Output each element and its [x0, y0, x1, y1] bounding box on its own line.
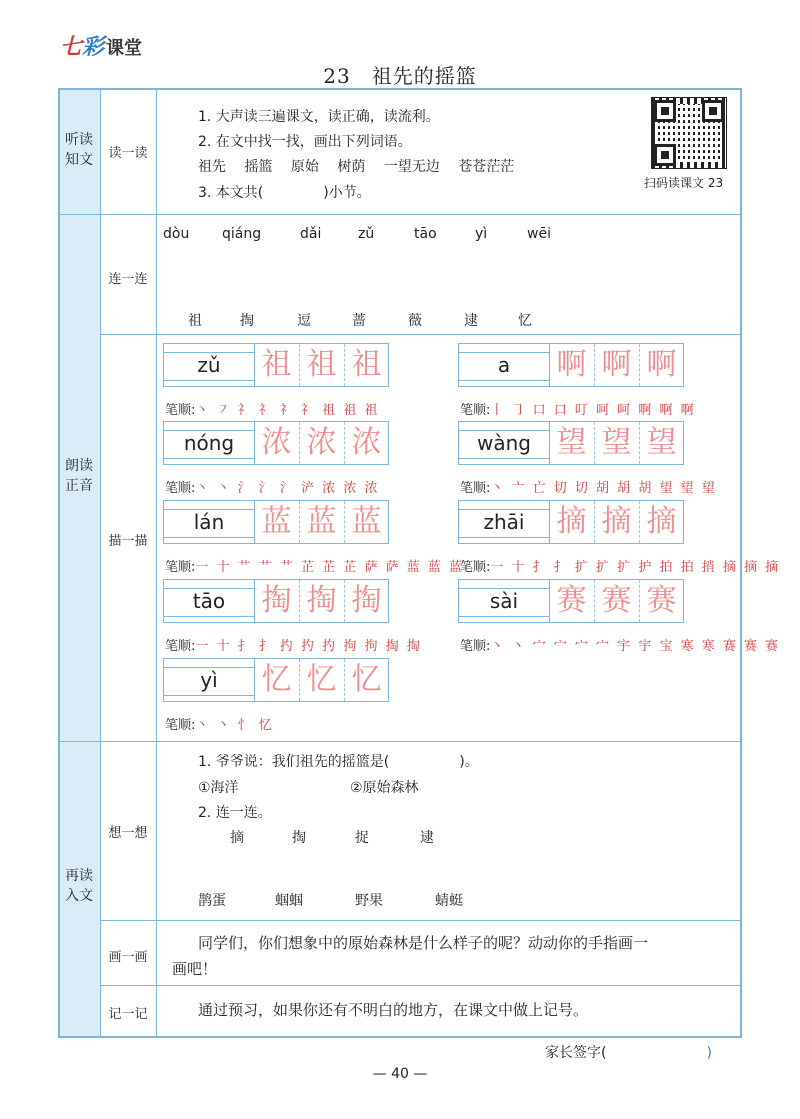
trace-box[interactable] [163, 500, 389, 544]
stroke-label: 笔顺: [165, 481, 196, 496]
option-2[interactable]: ②原始森林 [350, 780, 419, 796]
trace-character[interactable]: 浓 [299, 422, 345, 464]
trace-character[interactable]: 赛 [646, 583, 677, 618]
sub-label-link: 连一连 [108, 272, 148, 287]
qr-code[interactable] [651, 97, 727, 169]
read-instruction-2: 2. 在文中找一找，画出下列词语。 [198, 134, 412, 150]
pinyin-cell [164, 580, 255, 622]
section-text: 听读 知文 [65, 132, 93, 168]
parent-signature [545, 1042, 712, 1062]
trace-box[interactable] [163, 579, 389, 623]
pinyin-cell [459, 580, 550, 622]
pinyin: yì [164, 669, 254, 691]
divider [156, 88, 157, 1038]
pinyin-cell [164, 344, 255, 386]
page-title: 23 祖先的摇篮 [323, 64, 477, 88]
noun[interactable]: 鹊蛋 [198, 893, 226, 909]
stroke-sequence: 一 十 艹 艹 艹 芷 芷 芷 萨 萨 蓝 蓝 蓝 [195, 560, 464, 575]
trace-character[interactable]: 啊 [549, 344, 595, 386]
character[interactable]: 忆 [518, 313, 532, 329]
noun[interactable]: 蝈蝈 [275, 893, 303, 909]
trace-box[interactable] [163, 421, 389, 465]
signature-label: 家长签字( [545, 1045, 607, 1061]
pinyin: a [459, 354, 549, 376]
character[interactable]: 逗 [297, 313, 311, 329]
question-text: 1. 爷爷说：我们祖先的摇篮是( [198, 754, 390, 770]
stroke-order [460, 477, 717, 496]
stroke-sequence: 一 十 扌 扌 扚 扚 扚 拘 拘 掏 掏 [195, 639, 422, 654]
character[interactable]: 薇 [408, 313, 422, 329]
think-question-2: 2. 连一连。 [198, 805, 272, 821]
stroke-label: 笔顺: [460, 481, 491, 496]
word: 原始 [290, 159, 319, 175]
trace-character[interactable]: 掏 [254, 580, 300, 622]
qr-caption: 扫码读课文 23 [644, 176, 724, 190]
stroke-order [460, 556, 780, 575]
pinyin[interactable]: dòu [163, 226, 190, 242]
word: 一望无边 [383, 159, 440, 175]
divider [58, 214, 742, 215]
stroke-sequence: 丶 丶 忄 忆 [195, 718, 274, 733]
stroke-label: 笔顺: [165, 718, 196, 733]
trace-box[interactable] [163, 343, 389, 387]
trace-box[interactable] [458, 579, 684, 623]
trace-box[interactable] [458, 500, 684, 544]
trace-character[interactable]: 蓝 [254, 501, 300, 543]
divider [100, 334, 742, 335]
draw-text-2: 画吧！ [172, 960, 218, 978]
pinyin: nóng [164, 432, 254, 454]
divider [58, 741, 742, 742]
stroke-sequence: 一 十 扌 扌 扩 扩 扩 护 拍 拍 捎 摘 摘 摘 [490, 560, 781, 575]
pinyin[interactable]: dǎi [300, 226, 322, 242]
stroke-sequence: 丶 亠 亡 切 切 胡 胡 胡 望 望 望 [490, 481, 717, 496]
trace-character[interactable]: 蓝 [299, 501, 345, 543]
logo-part1: 七 [60, 35, 83, 60]
qr-finder [654, 100, 676, 122]
trace-character[interactable]: 浓 [351, 425, 382, 460]
trace-character[interactable]: 啊 [594, 344, 640, 386]
divider [100, 920, 742, 921]
word: 苍苍茫茫 [458, 159, 515, 175]
trace-box[interactable] [458, 421, 684, 465]
character[interactable]: 掏 [240, 313, 254, 329]
trace-character[interactable]: 忆 [299, 659, 345, 701]
stroke-label: 笔顺: [460, 639, 491, 654]
stroke-order [165, 556, 464, 575]
pinyin-cell [164, 501, 255, 543]
logo-part2: 彩 [82, 35, 105, 60]
trace-character[interactable]: 摘 [549, 501, 595, 543]
character[interactable]: 逮 [464, 313, 478, 329]
stroke-label: 笔顺: [165, 560, 196, 575]
section-label-listen [60, 130, 98, 170]
logo [60, 30, 142, 61]
verb[interactable]: 捉 [355, 830, 369, 846]
trace-character[interactable]: 赛 [549, 580, 595, 622]
pinyin-cell [164, 422, 255, 464]
pinyin[interactable]: qiáng [222, 226, 262, 242]
pinyin: wàng [459, 432, 549, 454]
pinyin: zǔ [164, 354, 254, 376]
draw-text-1: 同学们，你们想象中的原始森林是什么样子的呢？动动你的手指画一 [198, 934, 649, 952]
stroke-order [165, 714, 274, 733]
trace-character[interactable]: 赛 [594, 580, 640, 622]
sub-label-think: 想一想 [108, 826, 148, 841]
trace-character[interactable]: 忆 [351, 662, 382, 697]
section-text: 朗读 正音 [65, 458, 93, 494]
stroke-label: 笔顺: [460, 560, 491, 575]
trace-box[interactable] [458, 343, 684, 387]
trace-character[interactable]: 摘 [646, 504, 677, 539]
divider [100, 88, 101, 1038]
pinyin: zhāi [459, 511, 549, 533]
stroke-label: 笔顺: [165, 639, 196, 654]
trace-character[interactable]: 摘 [594, 501, 640, 543]
pinyin-cell [459, 501, 550, 543]
stroke-sequence: 丶 丶 宀 宀 宀 宀 宇 宇 宝 寒 寒 赛 赛 赛 [490, 639, 781, 654]
page-number: — 40 — [372, 1066, 428, 1082]
word: 树荫 [337, 159, 366, 175]
stroke-sequence: 丨 ㇆ 口 口 叮 呵 呵 啊 啊 啊 [490, 403, 696, 418]
sub-label-read: 读一读 [108, 146, 148, 161]
stroke-order [460, 399, 696, 418]
pinyin-cell [164, 659, 255, 701]
trace-character[interactable]: 啊 [646, 347, 677, 382]
sub-label-trace: 描一描 [108, 534, 148, 549]
trace-character[interactable]: 祖 [254, 344, 300, 386]
pinyin: sài [459, 590, 549, 612]
pinyin[interactable]: zǔ [358, 226, 375, 242]
word: 祖先 [198, 159, 226, 175]
trace-box[interactable] [163, 658, 389, 702]
stroke-order [165, 635, 422, 654]
read-instruction-3 [198, 182, 371, 202]
noun[interactable]: 蜻蜓 [435, 893, 463, 909]
think-question-1 [198, 751, 479, 771]
read-instruction-1: 1. 大声读三遍课文，读正确，读流利。 [198, 109, 440, 125]
stroke-label: 笔顺: [460, 403, 491, 418]
trace-character[interactable]: 掏 [299, 580, 345, 622]
qr-finder [702, 100, 724, 122]
section-label-reread [60, 866, 98, 906]
signature-end: ) [706, 1045, 712, 1061]
question-text: 3. 本文共( [198, 185, 264, 201]
trace-character[interactable]: 蓝 [351, 504, 382, 539]
stroke-order [165, 399, 379, 418]
stroke-order [460, 635, 780, 654]
character[interactable]: 蔷 [352, 313, 366, 329]
trace-character[interactable]: 祖 [299, 344, 345, 386]
pinyin: tāo [164, 590, 254, 612]
section-text: 再读 入文 [65, 868, 93, 904]
sub-label-note: 记一记 [108, 1007, 148, 1022]
noun[interactable]: 野果 [355, 893, 383, 909]
pinyin[interactable]: yì [475, 226, 488, 242]
stroke-order [165, 477, 379, 496]
verb[interactable]: 掏 [292, 830, 306, 846]
note-text: 通过预习，如果你还有不明白的地方，在课文中做上记号。 [198, 1001, 589, 1019]
pinyin[interactable]: tāo [414, 226, 437, 242]
question-text: )小节。 [323, 185, 371, 201]
stroke-sequence: 丶 ㇇ 礻 礻 礻 礻 祖 祖 祖 [195, 403, 380, 418]
trace-character[interactable]: 望 [549, 422, 595, 464]
verb[interactable]: 逮 [420, 830, 434, 846]
trace-character[interactable]: 望 [594, 422, 640, 464]
stroke-sequence: 丶 丶 氵 氵 氵 浐 浓 浓 浓 [195, 481, 380, 496]
trace-character[interactable]: 浓 [254, 422, 300, 464]
option-1[interactable]: ①海洋 [198, 780, 239, 796]
word: 摇篮 [244, 159, 273, 175]
character[interactable]: 祖 [188, 313, 202, 329]
pinyin-cell [459, 422, 550, 464]
logo-part3: 课堂 [106, 38, 143, 59]
divider [100, 985, 742, 986]
pinyin-cell [459, 344, 550, 386]
pinyin: lán [164, 511, 254, 533]
word-list [198, 156, 514, 176]
trace-character[interactable]: 祖 [351, 347, 382, 382]
question-text: )。 [459, 754, 479, 770]
sub-label-draw: 画一画 [108, 950, 148, 965]
trace-character[interactable]: 望 [646, 425, 677, 460]
stroke-label: 笔顺: [165, 403, 196, 418]
verb[interactable]: 摘 [230, 830, 244, 846]
section-label-read-aloud [60, 456, 98, 496]
qr-finder [654, 144, 676, 166]
trace-character[interactable]: 掏 [351, 583, 382, 618]
trace-character[interactable]: 忆 [254, 659, 300, 701]
pinyin[interactable]: wēi [527, 226, 551, 242]
